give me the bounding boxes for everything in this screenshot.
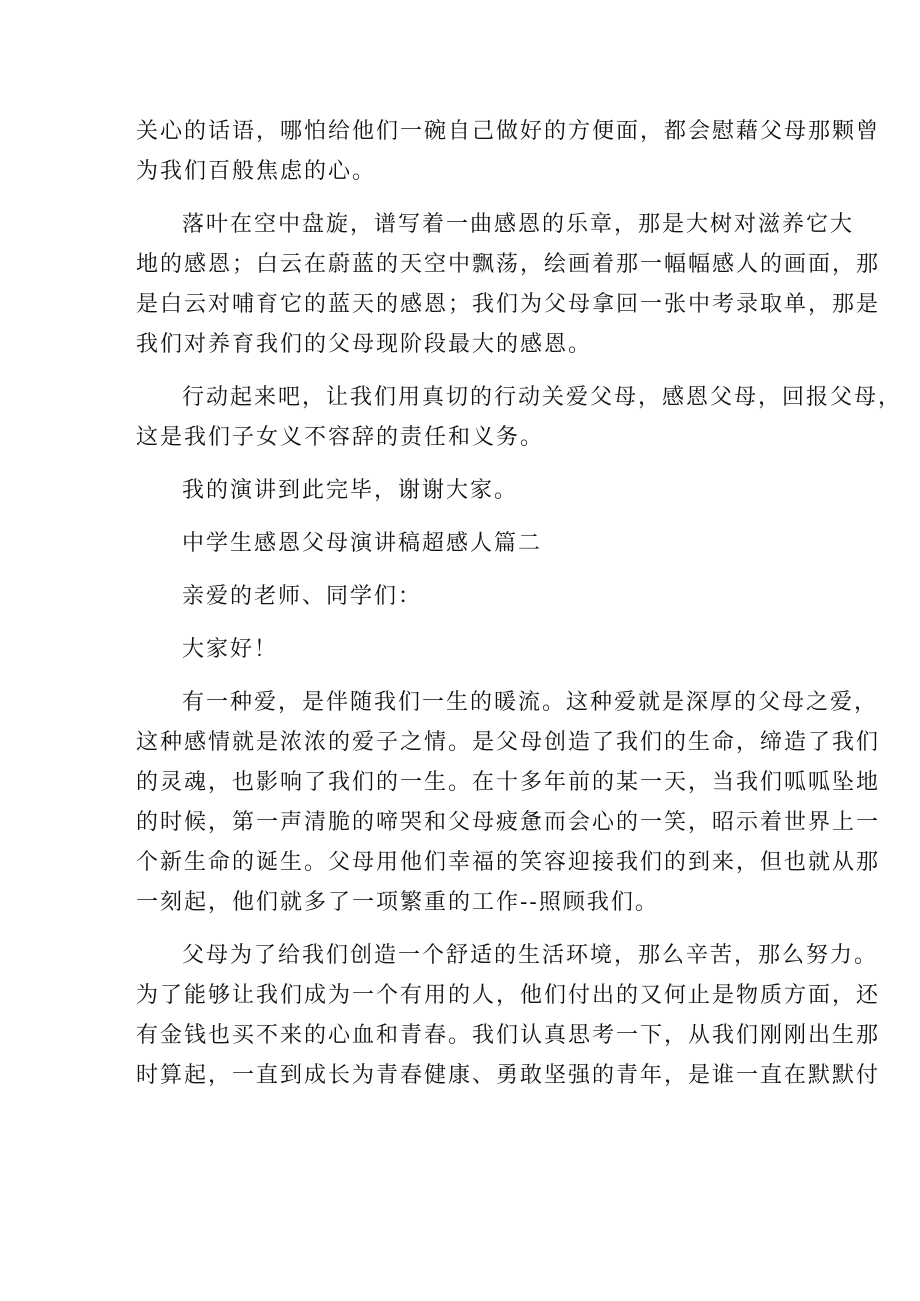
text-line: 关心的话语，哪怕给他们一碗自己做好的方便面，都会慰藉父母那颗曾 <box>136 119 881 144</box>
paragraph <box>136 936 881 1096</box>
document-body <box>136 112 903 1096</box>
section-title <box>136 524 804 564</box>
text-line: 这是我们子女义不容辞的责任和义务。 <box>136 425 545 450</box>
text-line: 亲爱的老师、同学们： <box>182 584 423 609</box>
text-line: 个新生命的诞生。父母用他们幸福的笑容迎接我们的到来，但也就从那 <box>136 850 881 875</box>
text-line: 是白云对哺育它的蓝天的感恩；我们为父母拿回一张中考录取单，那是 <box>136 292 881 317</box>
text-line: 落叶在空中盘旋，谱写着一曲感恩的乐章，那是大树对滋养它大 <box>182 212 855 237</box>
text-line: 有金钱也买不来的心血和青春。我们认真思考一下，从我们刚刚出生那 <box>136 1023 881 1048</box>
text-line: 的时候，第一声清脆的啼哭和父母疲惫而会心的一笑，昭示着世界上一 <box>136 810 881 835</box>
text-line: 行动起来吧，让我们用真切的行动关爱父母，感恩父母，回报父母， <box>182 385 903 410</box>
paragraph <box>136 205 881 365</box>
text-line: 大家好！ <box>182 637 279 662</box>
paragraph <box>136 378 903 458</box>
text-line: 我们对养育我们的父母现阶段最大的感恩。 <box>136 332 593 357</box>
paragraph-closing <box>136 471 804 511</box>
paragraph <box>136 683 881 923</box>
text-line: 有一种爱，是伴随我们一生的暖流。这种爱就是深厚的父母之爱， <box>182 690 879 715</box>
text-line: 我的演讲到此完毕，谢谢大家。 <box>182 478 519 503</box>
text-line: 的灵魂，也影响了我们的一生。在十多年前的某一天，当我们呱呱坠地 <box>136 770 881 795</box>
text-line: 父母为了给我们创造一个舒适的生活环境，那么辛苦，那么努力。 <box>182 943 879 968</box>
paragraph-continuation <box>136 112 881 192</box>
text-line: 一刻起，他们就多了一项繁重的工作--照顾我们。 <box>136 890 659 915</box>
text-line: 为我们百般焦虑的心。 <box>136 159 377 184</box>
text-line: 时算起，一直到成长为青春健康、勇敢坚强的青年，是谁一直在默默付 <box>136 1063 881 1088</box>
greeting <box>136 630 804 670</box>
text-line: 地的感恩；白云在蔚蓝的天空中飘荡，绘画着那一幅幅感人的画面，那 <box>136 252 881 277</box>
text-line: 中学生感恩父母演讲稿超感人篇二 <box>182 531 543 556</box>
salutation <box>136 577 804 617</box>
text-line: 这种感情就是浓浓的爱子之情。是父母创造了我们的生命，缔造了我们 <box>136 730 881 755</box>
text-line: 为了能够让我们成为一个有用的人，他们付出的又何止是物质方面，还 <box>136 983 881 1008</box>
